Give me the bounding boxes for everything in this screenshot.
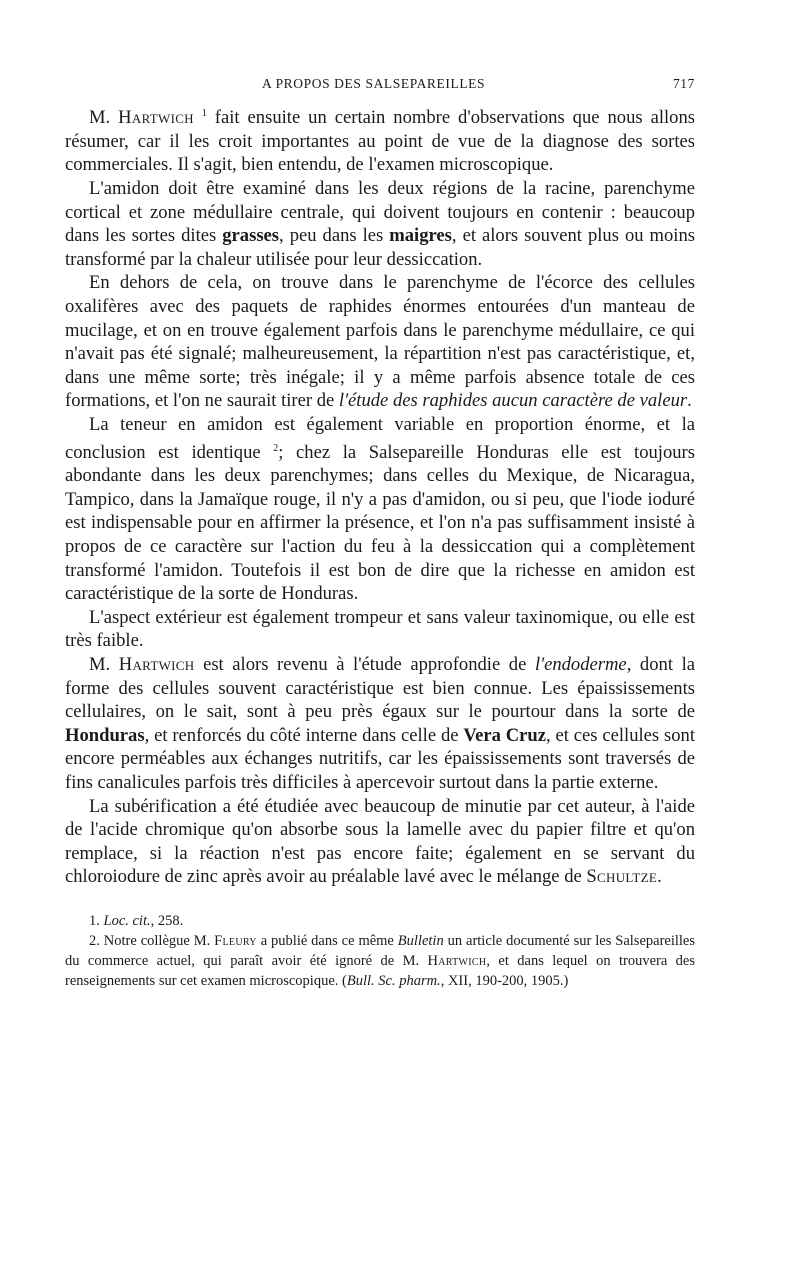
author-name: Hartwich xyxy=(427,952,487,969)
paragraph-2 xyxy=(65,177,695,271)
text-run: , et alors souvent plus ou moins transformé par la chaleur utilisée pour leur dessiccation. xyxy=(65,225,696,270)
text-run: , et ces cellules sont encore perméables aux échanges nutritifs, car les épaississements sont traversés de fins canalicules parfois très difficiles à apercevoir surtout dans la partie externe. xyxy=(65,724,696,793)
term-vera-cruz: Vera Cruz xyxy=(463,724,547,746)
text-run: L'amidon doit être examiné dans les deux régions de la racine, parenchyme cortical et zone médullaire centrale, qui doivent toujours en contenir : beaucoup dans les sortes dites xyxy=(65,177,695,247)
main-text xyxy=(65,102,695,889)
text-run: , et dans lequel on trouvera des renseignements sur cet examen microscopique. ( xyxy=(65,952,695,989)
citation: Loc. cit. xyxy=(103,912,151,929)
footnote-ref-2: 2 xyxy=(273,442,279,454)
text-run: fait ensuite un certain nombre d'observations que nous allons résumer, car il les croit importantes au point de vue de la diagnose des sortes commerciales. Il s'agit, bien entendu, de l'examen microscopique. xyxy=(65,107,695,176)
text-run: , 258. xyxy=(150,912,184,929)
text-run: ; chez la Salsepareille Honduras elle est toujours abondante dans les deux parenchymes; dans celles du Mexique, de Nicaragua, Tampico, dans la Jamaïque rouge, il n'y a pas d'amidon, ou si peu, que l'iode ioduré est indispensable pour en affirmer la présence, et l'on n'a pas suffisamment insisté à propos de ce caractère sur l'action du feu à la dessiccation qui a complètement transformé l'amidon. Toutefois il est bon de dire que la richesse en amidon est caractéristique de la sorte de Honduras. xyxy=(65,441,695,605)
text-run: . xyxy=(657,866,662,888)
term-maigres: maigres xyxy=(389,225,452,247)
term-grasses: grasses xyxy=(222,225,280,247)
footnote-2 xyxy=(65,931,695,991)
author-name: Hartwich xyxy=(118,654,195,676)
paragraph-5: L'aspect extérieur est également trompeur et sans valeur taxinomique, ou elle est très faible. xyxy=(65,606,695,652)
text-run: La teneur en amidon est également variable en proportion énorme, et la conclusion est identique xyxy=(65,413,695,463)
running-header xyxy=(65,76,695,102)
text-run: . xyxy=(687,390,692,412)
author-name: Schultze xyxy=(586,866,658,888)
text-run: M. xyxy=(89,654,119,676)
page-number: 717 xyxy=(672,76,695,91)
emphasis: l'endoderme xyxy=(534,654,627,676)
text-run: M. xyxy=(89,107,119,129)
author-name: Hartwich xyxy=(118,107,194,129)
text-run: Notre collègue M. xyxy=(103,932,215,949)
footnote-number: 1. xyxy=(89,912,104,929)
text-run: , et renforcés du côté interne dans celle de xyxy=(144,724,464,746)
term-honduras: Honduras xyxy=(65,724,145,746)
footnote-1 xyxy=(65,911,695,931)
paragraph-6 xyxy=(65,653,695,795)
footnote-ref-1: 1 xyxy=(201,108,207,119)
text-run: , dont la forme des cellules souvent caractéristique est bien connue. Les épaississements cellulaires, on le sait, sont à peu près égaux sur le pourtour dans la sorte de xyxy=(65,654,695,723)
text-run: , peu dans les xyxy=(279,225,390,247)
text-run: a publié dans ce même xyxy=(256,932,398,949)
paragraph-3 xyxy=(65,271,695,413)
footnote-number: 2. xyxy=(89,932,104,949)
footnotes xyxy=(65,911,695,991)
text-run: , XII, 190-200, 1905.) xyxy=(440,972,569,989)
emphasis: l'étude des raphides aucun caractère de valeur xyxy=(338,390,688,412)
book-page xyxy=(65,76,695,991)
text-run: En dehors de cela, on trouve dans le parenchyme de l'écorce des cellules oxalifères avec des paquets de raphides énormes entourées d'un manteau de mucilage, et on en trouve également parfois dans le parenchyme médullaire, ce qui n'avait pas été signalé; malheureusement, la répartition n'est pas caractéristique, et, dans une même sorte; très inégale; il y a même parfois absence totale de ces formations, et l'on ne saurait tirer de xyxy=(65,272,695,412)
running-title: A PROPOS DES SALSEPAREILLES xyxy=(262,76,486,91)
paragraph-7 xyxy=(65,795,695,889)
journal-title: Bulletin xyxy=(397,932,444,949)
text-run: un article documenté sur les Salsepareilles du commerce actuel, qui paraît avoir été ignoré de M. xyxy=(65,932,696,969)
text-run: La subérification a été étudiée avec beaucoup de minutie par cet auteur, à l'aide de l'acide chromique qu'on absorbe sous la lamelle avec du papier filtre et qu'on remplace, si la réaction n'est pas encore faite; également en se servant du chloroiodure de zinc après avoir au préalable lavé avec le mélange de xyxy=(65,795,695,888)
citation: Bull. Sc. pharm. xyxy=(346,972,441,989)
paragraph-1 xyxy=(65,102,695,177)
paragraph-4 xyxy=(65,413,695,606)
text-run: est alors revenu à l'étude approfondie de xyxy=(194,654,535,676)
author-name: Fleury xyxy=(214,932,257,949)
